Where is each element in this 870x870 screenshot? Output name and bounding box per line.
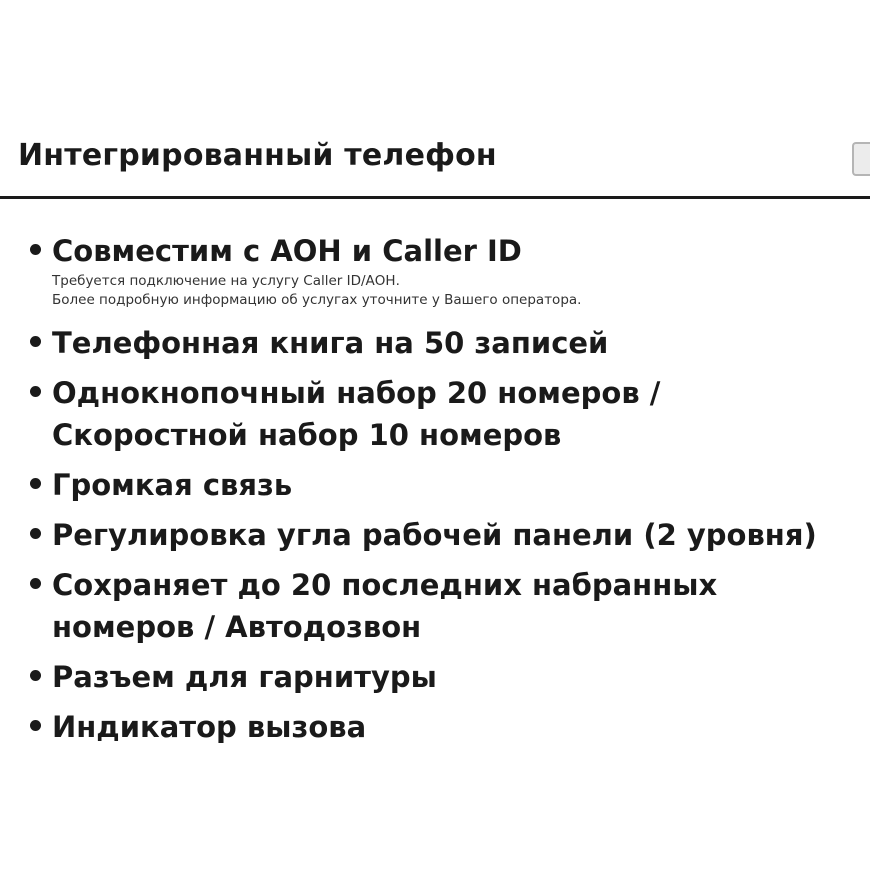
bullet-icon: [30, 528, 41, 539]
bullet-icon: [30, 720, 41, 731]
feature-item-caller-id: [26, 230, 866, 310]
feature-text: Индикатор вызова: [52, 710, 367, 744]
feature-list: [26, 230, 866, 756]
feature-note: Требуется подключение на услугу Caller ID/АОН.: [52, 273, 400, 289]
edge-tab-icon: [852, 142, 870, 176]
feature-text: Разъем для гарнитуры: [52, 660, 437, 694]
section-title: Интегрированный телефон: [18, 138, 497, 173]
feature-text: Громкая связь: [52, 468, 293, 502]
feature-text: Сохраняет до 20 последних набранных: [52, 568, 718, 602]
feature-item-speakerphone: [26, 464, 866, 506]
bullet-icon: [30, 386, 41, 397]
feature-item-phonebook: [26, 322, 866, 364]
feature-text: Скоростной набор 10 номеров: [52, 418, 562, 452]
feature-text: Совместим с АОН и Caller ID: [52, 234, 522, 268]
feature-item-speed-dial: [26, 372, 866, 456]
bullet-icon: [30, 478, 41, 489]
bullet-icon: [30, 336, 41, 347]
bullet-icon: [30, 578, 41, 589]
feature-item-headset-jack: [26, 656, 866, 698]
feature-note: Более подробную информацию об услугах уточните у Вашего оператора.: [52, 292, 582, 308]
bullet-icon: [30, 670, 41, 681]
feature-item-panel-angle: [26, 514, 866, 556]
section-divider: [0, 196, 870, 199]
feature-text: Однокнопочный набор 20 номеров /: [52, 376, 661, 410]
feature-item-redial: [26, 564, 866, 648]
feature-text: Регулировка угла рабочей панели (2 уровня): [52, 518, 817, 552]
feature-item-call-indicator: [26, 706, 866, 748]
feature-text: номеров / Автодозвон: [52, 610, 422, 644]
bullet-icon: [30, 244, 41, 255]
feature-text: Телефонная книга на 50 записей: [52, 326, 609, 360]
